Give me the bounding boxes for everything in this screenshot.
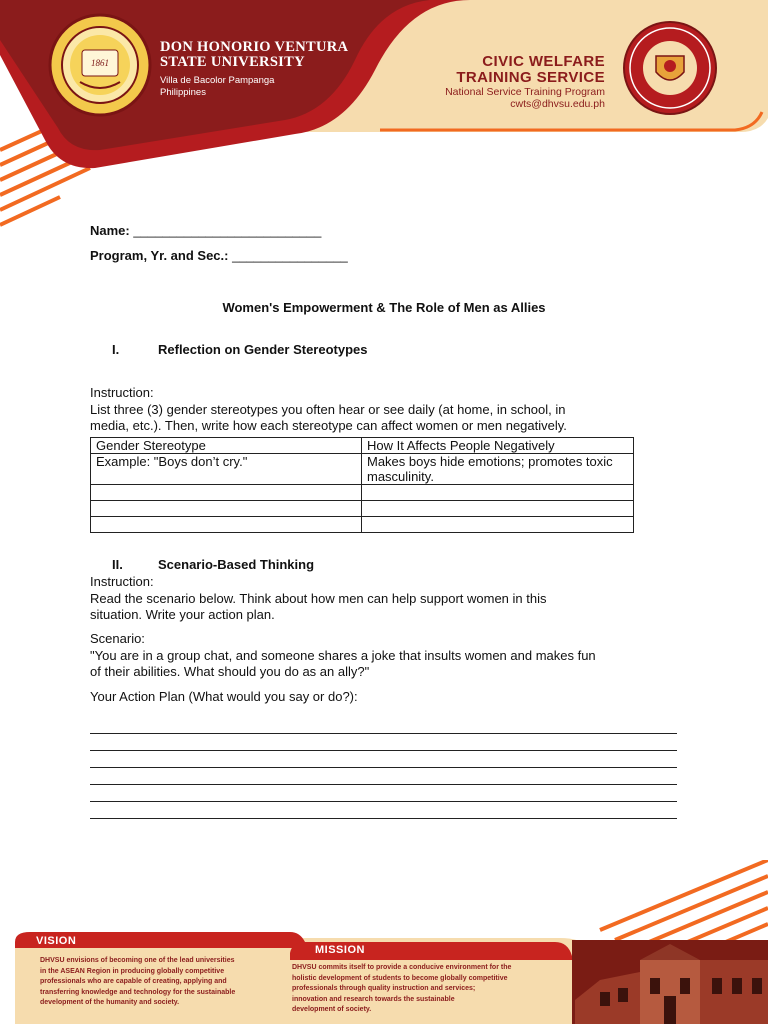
university-building-icon	[572, 940, 768, 1024]
program-field	[90, 248, 348, 263]
mission-text	[292, 963, 554, 1016]
university-name-line1: DON HONORIO VENTURA	[160, 39, 349, 55]
section2-instruction	[90, 574, 650, 624]
table-cell[interactable]	[91, 485, 362, 501]
table-cell[interactable]	[362, 517, 634, 533]
program-blank[interactable]: ________________	[232, 248, 348, 263]
stereotype-table	[90, 437, 634, 533]
table-cell[interactable]	[362, 485, 634, 501]
section1-title: Reflection on Gender Stereotypes	[158, 342, 368, 357]
table-row	[91, 501, 634, 517]
table-cell: Makes boys hide emotions; promotes toxic masculinity.	[362, 454, 634, 485]
office-email: cwts@dhvsu.edu.ph	[510, 98, 605, 110]
vision-label: VISION	[36, 935, 77, 947]
table-row	[91, 517, 634, 533]
name-field	[90, 223, 321, 238]
answer-line[interactable]	[90, 767, 677, 768]
university-address	[160, 75, 274, 99]
instruction-label: Instruction:	[90, 385, 154, 400]
mission-line: DHVSU commits itself to provide a conducive environment for the	[292, 964, 512, 971]
mission-line: innovation and research towards the sustainable	[292, 995, 455, 1003]
table-header-cell: Gender Stereotype	[91, 438, 362, 454]
address-line1: Villa de Bacolor Pampanga	[160, 75, 275, 86]
scenario-label: Scenario:	[90, 631, 145, 646]
answer-line[interactable]	[90, 750, 677, 751]
vision-line: transferring knowledge and technology for the sustainable	[40, 988, 236, 996]
mission-label: MISSION	[315, 944, 365, 956]
name-blank[interactable]: __________________________	[133, 223, 322, 238]
table-header-row	[91, 438, 634, 454]
vision-line: professionals who are capable of creating, applying and	[40, 978, 227, 985]
answer-line[interactable]	[90, 801, 677, 802]
header-banner	[0, 0, 768, 240]
university-name-line2: STATE UNIVERSITY	[160, 54, 305, 70]
table-cell[interactable]	[362, 501, 634, 517]
table-row	[91, 454, 634, 485]
vision-text	[40, 956, 272, 1009]
scenario-text-line2: of their abilities. What should you do as an ally?"	[90, 664, 370, 679]
instruction-text-line2: media, etc.). Then, write how each stereotype can affect women or men negatively.	[90, 418, 567, 433]
section1-instruction	[90, 385, 650, 435]
instruction-text-line2: situation. Write your action plan.	[90, 607, 275, 622]
answer-line[interactable]	[90, 818, 677, 819]
vision-line: in the ASEAN Region in producing globally competitive	[40, 967, 225, 975]
university-name	[160, 40, 348, 70]
table-cell[interactable]	[91, 517, 362, 533]
mission-line: professionals through quality instruction and services;	[292, 985, 476, 992]
office-subtitle	[445, 86, 605, 110]
office-title-line1: CIVIC WELFARE	[482, 53, 605, 70]
section2-number: II.	[112, 557, 123, 572]
vision-line: DHVSU envisions of becoming one of the lead universities	[40, 957, 235, 964]
table-cell: Example: "Boys don’t cry."	[91, 454, 362, 485]
instruction-label: Instruction:	[90, 574, 154, 589]
mission-line: holistic development of students to become globally competitive	[292, 974, 508, 982]
answer-line[interactable]	[90, 733, 677, 734]
document-title: Women's Empowerment & The Role of Men as Allies	[222, 300, 546, 315]
scenario-text-line1: "You are in a group chat, and someone shares a joke that insults women and makes fun	[90, 647, 596, 663]
instruction-text-line1: Read the scenario below. Think about how men can help support women in this	[90, 590, 547, 606]
university-seal-icon	[50, 15, 150, 115]
section1-number: I.	[112, 342, 120, 357]
svg-text:1861: 1861	[91, 58, 109, 68]
scenario	[90, 631, 650, 681]
name-label: Name:	[90, 223, 130, 238]
mission-line: development of society.	[292, 1006, 372, 1013]
address-line2: Philippines	[160, 87, 206, 98]
cwts-seal-icon	[624, 22, 716, 114]
action-plan-label: Your Action Plan (What would you say or do?):	[90, 689, 358, 704]
program-name: National Service Training Program	[445, 86, 605, 98]
table-row	[91, 485, 634, 501]
vision-line: development of the humanity and society.	[40, 999, 180, 1006]
table-header-cell: How It Affects People Negatively	[362, 438, 634, 454]
office-title	[456, 54, 605, 86]
office-title-line2: TRAINING SERVICE	[456, 69, 605, 86]
instruction-text-line1: List three (3) gender stereotypes you often hear or see daily (at home, in school, in	[90, 401, 566, 417]
section2-title: Scenario-Based Thinking	[158, 557, 315, 572]
program-label: Program, Yr. and Sec.:	[90, 248, 229, 263]
table-cell[interactable]	[91, 501, 362, 517]
answer-line[interactable]	[90, 784, 677, 785]
